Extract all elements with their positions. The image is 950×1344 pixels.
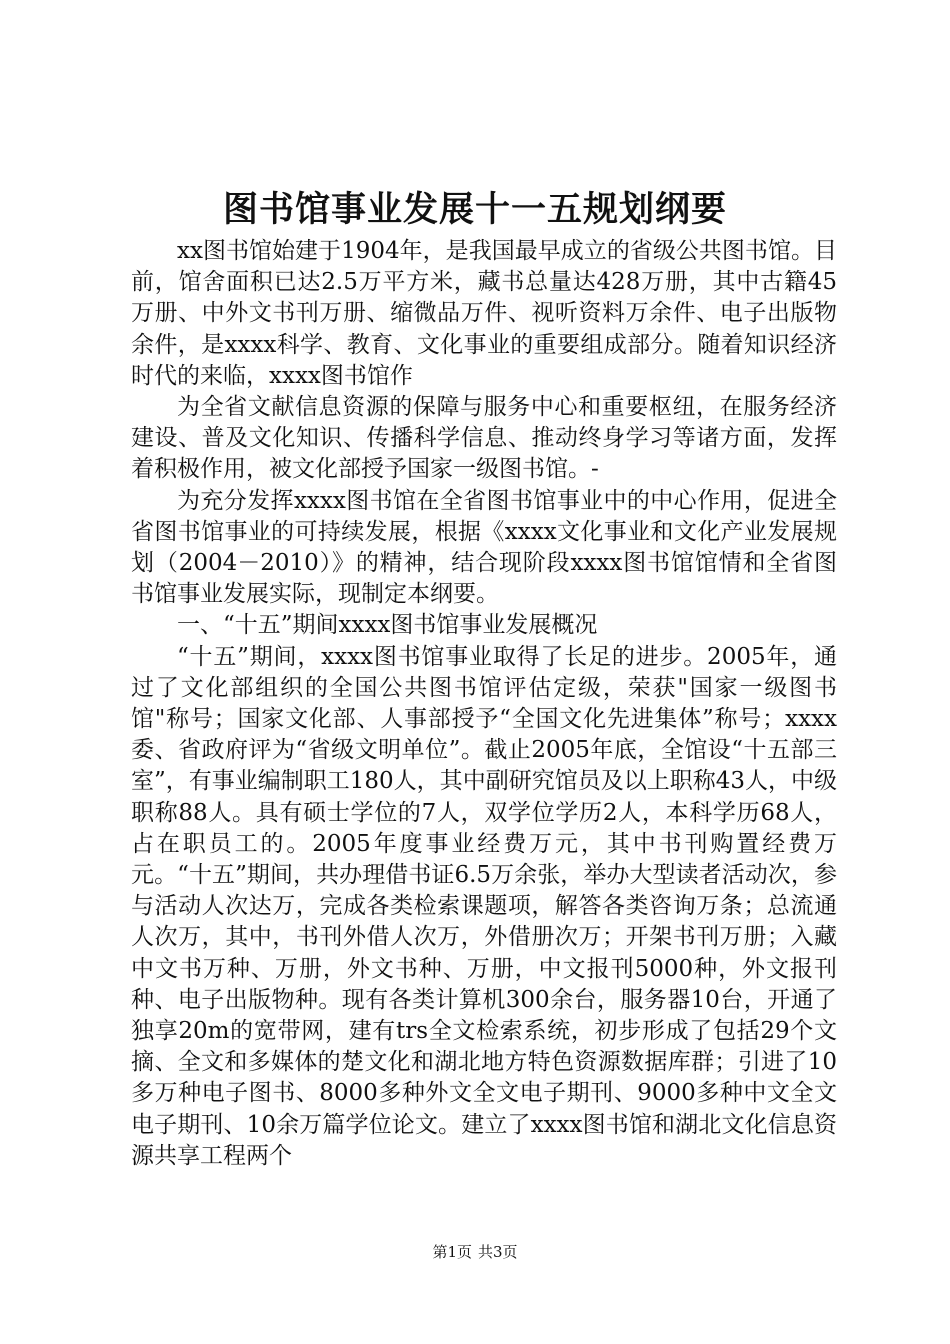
- page-number-current: 第1页: [432, 1243, 472, 1261]
- page-number-total: 共3页: [478, 1243, 518, 1261]
- page-footer: [0, 1242, 950, 1262]
- section-heading-1: 一、“十五”期间xxxx图书馆事业发展概况: [177, 612, 598, 639]
- paragraph-role: 为全省文献信息资源的保障与服务中心和重要枢纽，在服务经济建设、普及文化知识、传播科学信息、推动终身学习等诸方面，发挥着积极作用，被文化部授予国家一级图书馆。-: [131, 394, 837, 483]
- paragraph-purpose: 为充分发挥xxxx图书馆在全省图书馆事业中的中心作用，促进全省图书馆事业的可持续发展，根据《xxxx文化事业和文化产业发展规划（2004－2010）》的精神，结合现阶段xxxx图书馆馆情和全省图书馆事业发展实际，现制定本纲要。: [131, 487, 837, 608]
- document-body: [131, 236, 837, 1172]
- document-title: 图书馆事业发展十一五规划纲要: [222, 189, 727, 230]
- paragraph-intro: xx图书馆始建于1904年，是我国最早成立的省级公共图书馆。目前，馆舍面积已达2.5万平方米，藏书总量达428万册，其中古籍45万册、中外文书刊万册、缩微品万件、视听资料万余件、电子出版物余件，是xxxx科学、教育、文化事业的重要组成部分。随着知识经济时代的来临，xxxx图书馆作: [131, 238, 837, 389]
- paragraph-overview: “十五”期间，xxxx图书馆事业取得了长足的进步。2005年，通过了文化部组织的全国公共图书馆评估定级，荣获"国家一级图书馆"称号；国家文化部、人事部授予“全国文化先进集体”称号；xxxx委、省政府评为“省级文明单位”。截止2005年底，全馆设“十五部三室”，有事业编制职工180人，其中副研究馆员及以上职称43人，中级职称88人。具有硕士学位的7人，双学位学历2人，本科学历68人，占在职员工的。2005年度事业经费万元，其中书刊购置经费万元。“十五”期间，共办理借书证6.5万余张，举办大型读者活动次，参与活动人次达万，完成各类检索课题项，解答各类咨询万条；总流通人次万，其中，书刊外借人次万，外借册次万；开架书刊万册；入藏中文书万种、万册，外文书种、万册，中文报刊5000种，外文报刊种、电子出版物种。现有各类计算机300余台，服务器10台，开通了独享20m的宽带网，建有trs全文检索系统，初步形成了包括29个文摘、全文和多媒体的楚文化和湖北地方特色资源数据库群；引进了10多万种电子图书、8000多种外文全文电子期刊、9000多种中文全文电子期刊、10余万篇学位论文。建立了xxxx图书馆和湖北文化信息资源共享工程两个: [131, 643, 837, 1169]
